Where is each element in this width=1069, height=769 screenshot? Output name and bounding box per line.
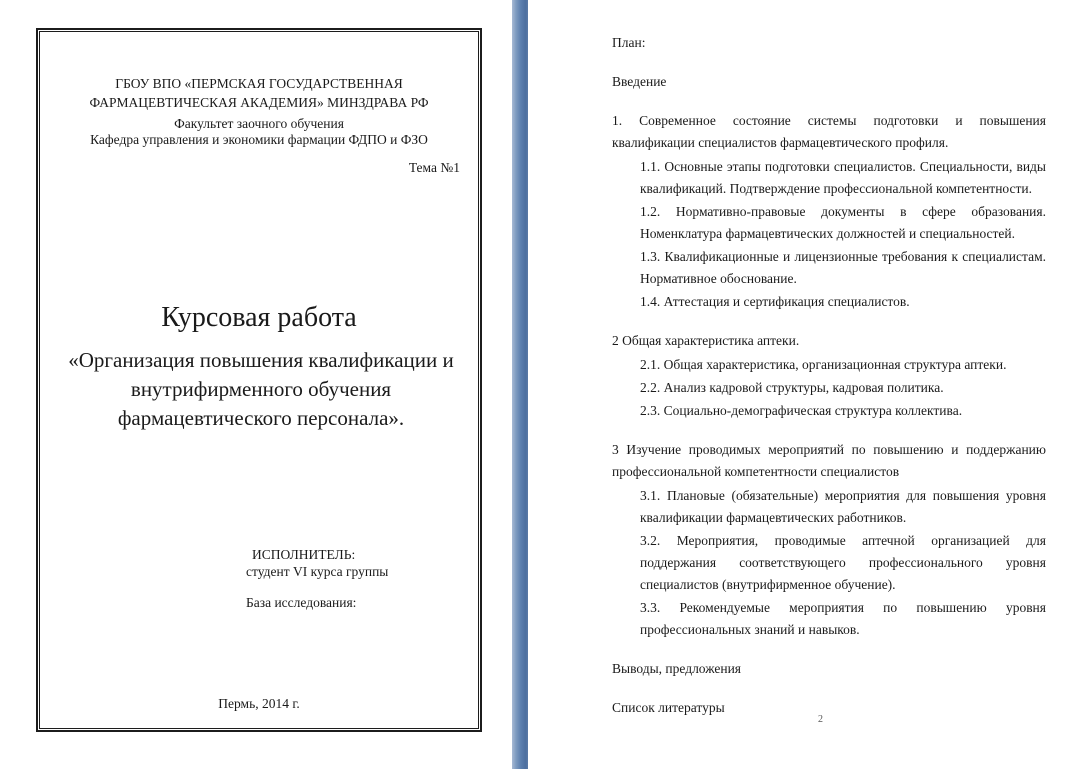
plan-list [612,71,1046,719]
plan-item: 3.2. Мероприятия, проводимые аптечной организацией для поддержания соответствующего профессионального уровня специалистов (внутрифирменное обучение). [640,533,1046,592]
title-page-content [42,34,476,726]
plan-item: 1.2. Нормативно-правовые документы в сфере образования. Номенклатура фармацевтических должностей и специальностей. [640,204,1046,241]
page-number: 2 [818,714,823,725]
plan-item: 2.3. Социально-демографическая структура коллектива. [640,403,963,418]
plan-item: Введение [612,74,667,89]
topic-number: Тема №1 [408,160,460,175]
plan-item: 1.3. Квалификационные и лицензионные требования к специалистам. Нормативное обоснование. [640,249,1046,286]
executor-label: ИСПОЛНИТЕЛЬ: [252,547,356,562]
department-line: Кафедра управления и экономики фармации ФДПО и ФЗО [90,132,428,147]
plan-item: 1.1. Основные этапы подготовки специалистов. Специальности, виды квалификаций. Подтверждение профессиональной компетентности. [640,159,1046,196]
plan-item: 2 Общая характеристика аптеки. [612,333,800,348]
executor-block [246,546,470,611]
plan-item: 3.3. Рекомендуемые мероприятия по повышению уровня профессиональных знаний и навыков. [640,600,1046,637]
research-base-label: База исследования: [246,595,357,610]
plan-heading: План: [612,35,646,50]
faculty-department-block [52,116,466,148]
plan-item: Список литературы [612,700,725,715]
faculty-line: Факультет заочного обучения [174,116,344,131]
plan-item: 2.1. Общая характеристика, организационная структура аптеки. [640,357,1007,372]
plan-item: 1. Современное состояние системы подготовки и повышения квалификации специалистов фармацевтического профиля. [612,113,1046,150]
plan-item: 3 Изучение проводимых мероприятий по повышению и поддержанию профессиональной компетентности специалистов [612,442,1046,479]
plan-body [612,32,1046,721]
page-spine-divider [512,0,528,769]
institution-name: ГБОУ ВПО «ПЕРМСКАЯ ГОСУДАРСТВЕННАЯ ФАРМАЦЕВТИЧЕСКАЯ АКАДЕМИЯ» МИНЗДРАВА РФ [89,76,429,110]
title-page [0,0,512,769]
plan-item: Выводы, предложения [612,661,742,676]
executor-student-line: студент VI курса группы [246,564,389,579]
work-type-heading: Курсовая работа [161,302,357,333]
plan-item: 2.2. Анализ кадровой структуры, кадровая политика. [640,380,944,395]
plan-item: 3.1. Плановые (обязательные) мероприятия для повышения уровня квалификации фармацевтических работников. [640,488,1046,525]
plan-page [528,0,1069,769]
title-page-border-frame [36,28,482,732]
city-year-footer: Пермь, 2014 г. [218,696,300,711]
plan-item: 1.4. Аттестация и сертификация специалистов. [640,294,910,309]
work-title: «Организация повышения квалификации и внутрифирменного обучения фармацевтического персонала». [68,348,454,430]
